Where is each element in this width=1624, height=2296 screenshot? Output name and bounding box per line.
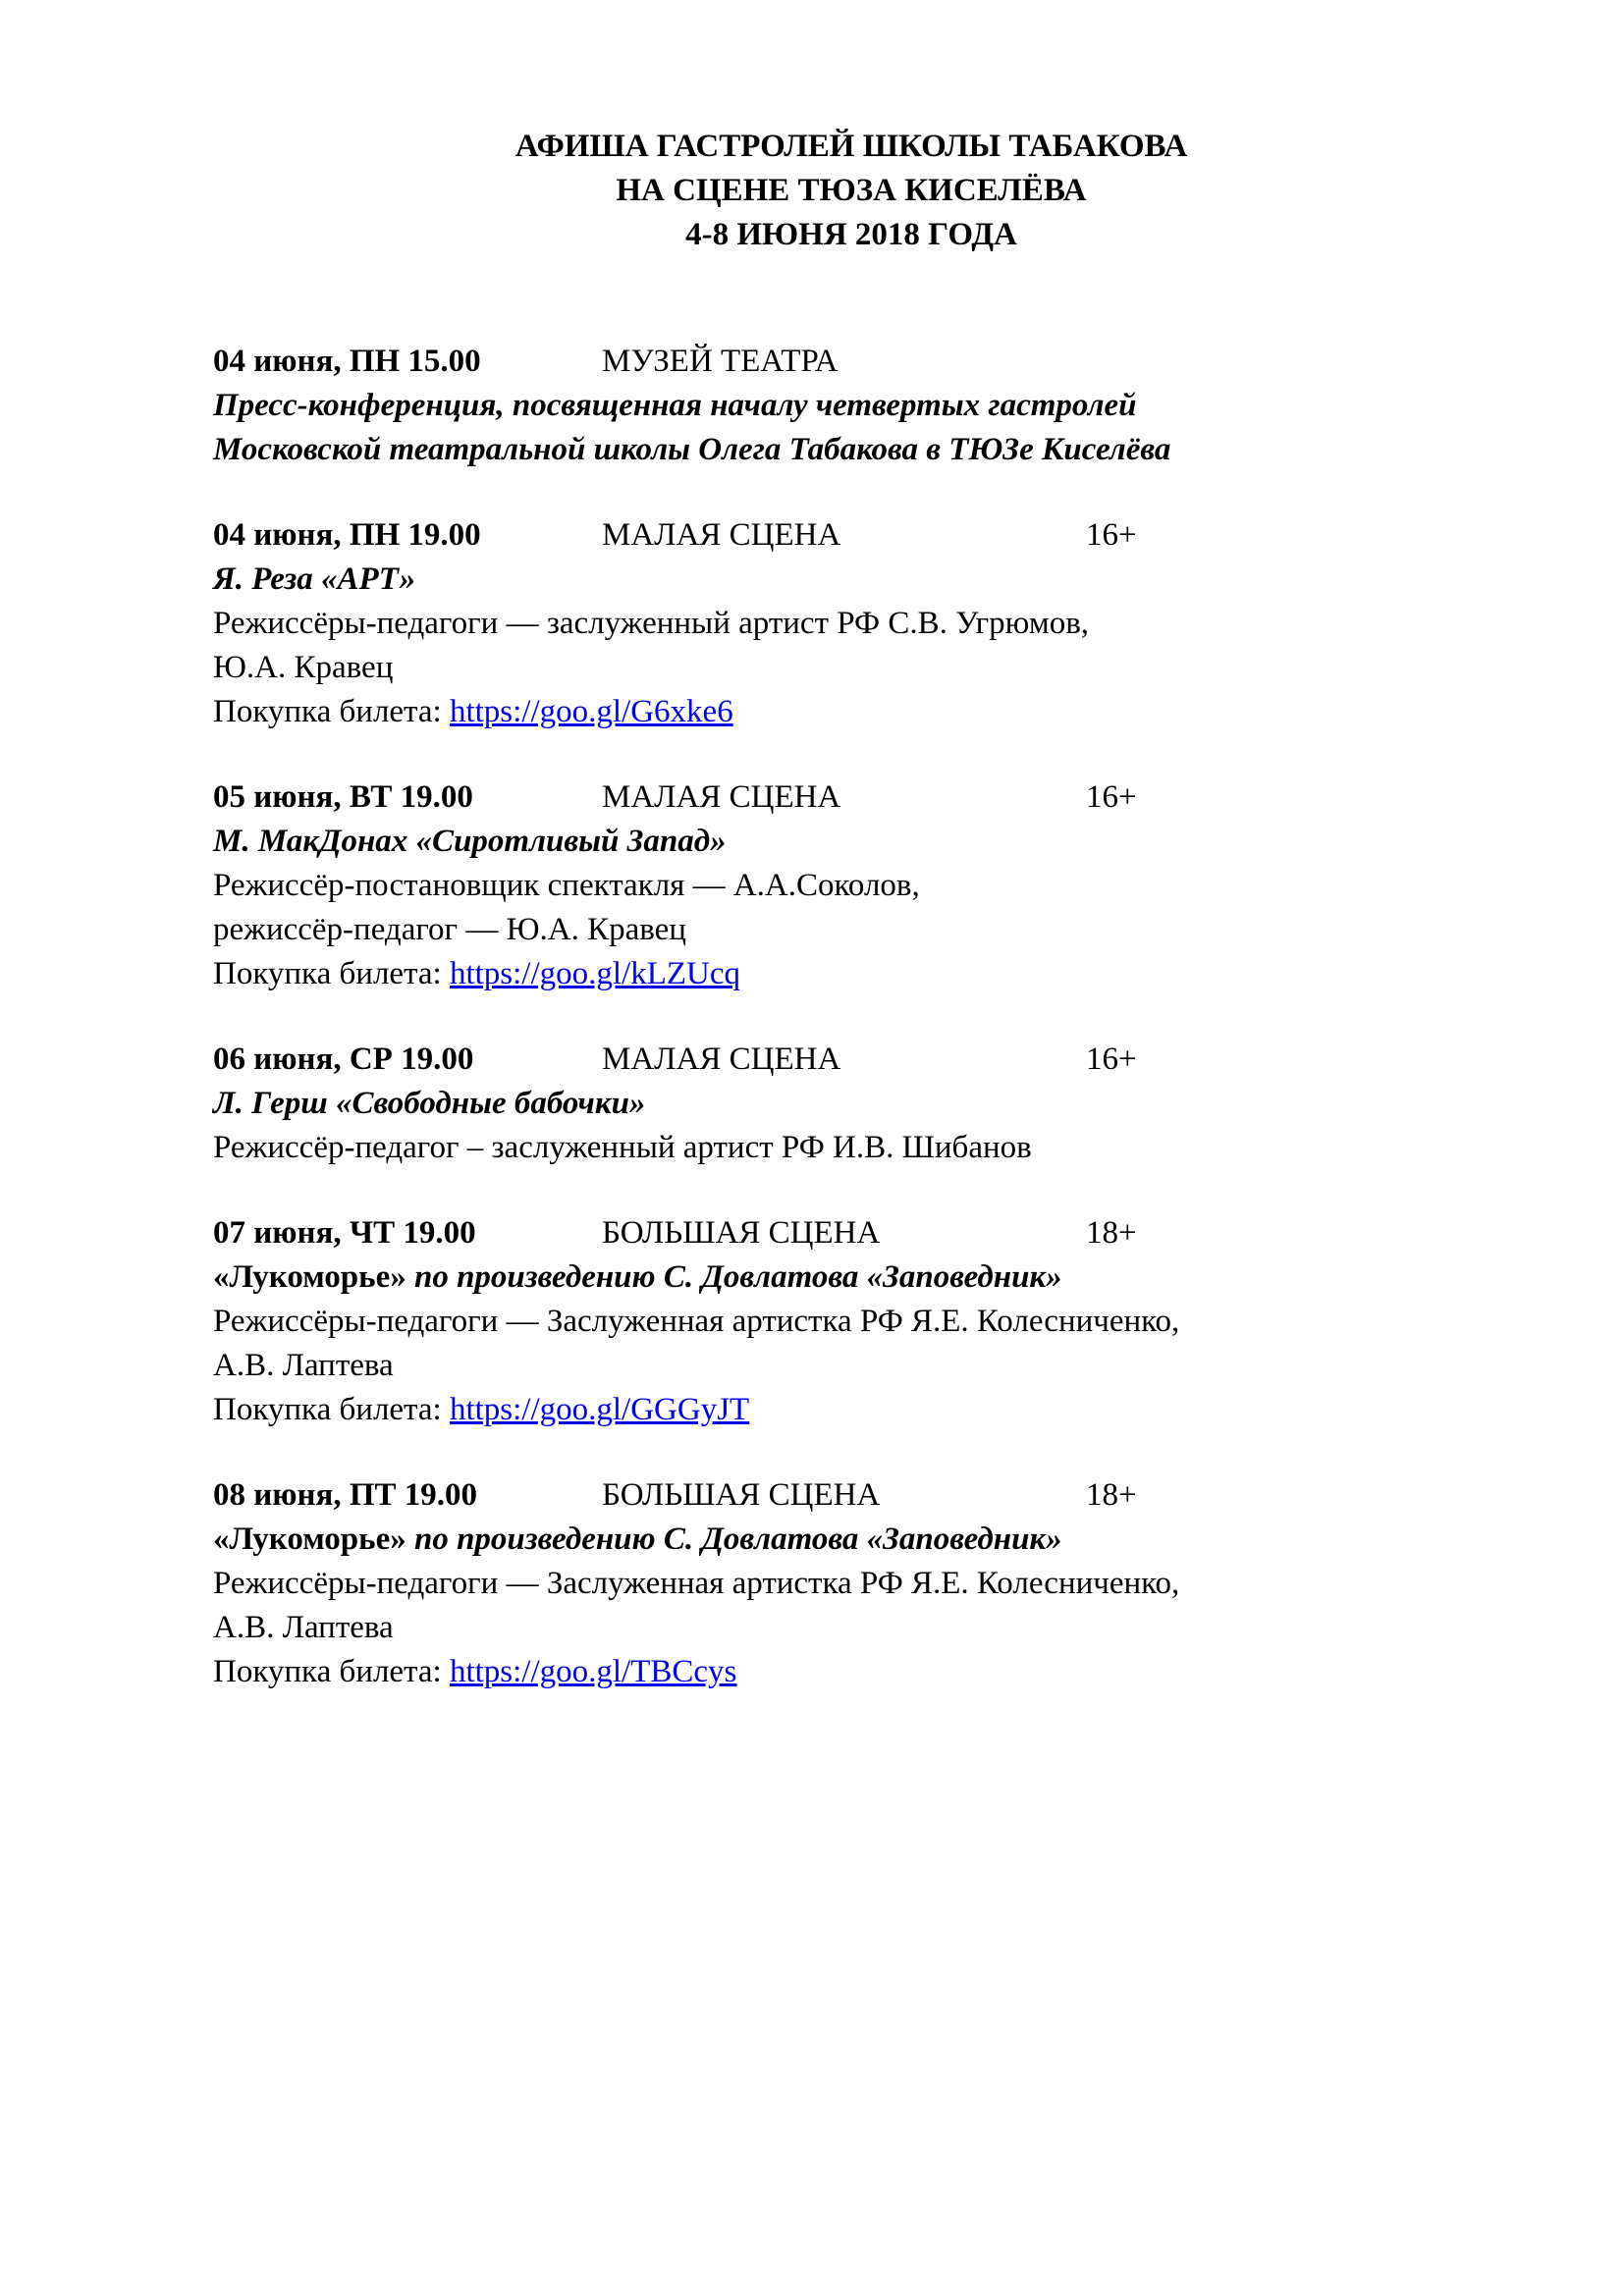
event-title: Л. Герш «Свободные бабочки» xyxy=(213,1086,646,1121)
event-header xyxy=(213,340,1450,384)
event-title-name: «Лукоморье» xyxy=(213,1259,406,1295)
age-rating: 18+ xyxy=(1086,1215,1137,1251)
event-item xyxy=(213,775,1450,996)
event-date: 04 июня, ПН 19.00 xyxy=(213,517,481,553)
event-header xyxy=(213,513,1450,558)
document-header xyxy=(0,125,1624,257)
ticket-link[interactable]: https://goo.gl/TBCcys xyxy=(449,1654,737,1689)
event-directors: Режиссёр-педагог – заслуженный артист РФ И.В. Шибанов xyxy=(213,1130,1032,1165)
age-rating: 18+ xyxy=(1086,1477,1137,1513)
event-title-name: «Лукоморье» xyxy=(213,1522,406,1557)
ticket-line xyxy=(213,1650,1450,1694)
event-venue: БОЛЬШАЯ СЦЕНА xyxy=(602,1215,881,1251)
event-directors-continued: режиссёр-педагог — Ю.А. Кравец xyxy=(213,912,686,947)
event-item xyxy=(213,1211,1450,1432)
event-directors: Режиссёры-педагоги — Заслуженная артистка РФ Я.Е. Колесниченко, xyxy=(213,1566,1180,1601)
event-title: Я. Реза «АРТ» xyxy=(213,561,416,597)
event-item xyxy=(213,340,1450,472)
header-dates: 4-8 ИЮНЯ 2018 ГОДА xyxy=(685,217,1017,252)
event-venue: МАЛАЯ СЦЕНА xyxy=(602,517,841,553)
event-directors: Режиссёры-педагоги — заслуженный артист РФ С.В. Угрюмов, xyxy=(213,606,1090,641)
age-rating: 16+ xyxy=(1086,779,1137,815)
event-title-source: по произведению С. Довлатова «Заповедник» xyxy=(406,1259,1062,1295)
ticket-line xyxy=(213,1388,1450,1432)
event-date: 06 июня, СР 19.00 xyxy=(213,1041,474,1077)
ticket-link[interactable]: https://goo.gl/G6xke6 xyxy=(449,694,733,729)
event-venue: МАЛАЯ СЦЕНА xyxy=(602,779,841,815)
event-header xyxy=(213,1038,1450,1082)
event-title-continued: Московской театральной школы Олега Табакова в ТЮЗе Киселёва xyxy=(213,432,1171,467)
ticket-link[interactable]: https://goo.gl/GGGyJT xyxy=(449,1392,750,1427)
event-directors-continued: Ю.А. Кравец xyxy=(213,650,394,685)
ticket-label: Покупка билета: xyxy=(213,1654,450,1689)
event-date: 07 июня, ЧТ 19.00 xyxy=(213,1215,476,1251)
event-item xyxy=(213,1473,1450,1694)
event-directors: Режиссёр-постановщик спектакля — А.А.Соколов, xyxy=(213,868,920,903)
event-venue: БОЛЬШАЯ СЦЕНА xyxy=(602,1477,881,1513)
ticket-link[interactable]: https://goo.gl/kLZUcq xyxy=(449,956,741,991)
age-rating: 16+ xyxy=(1086,1041,1137,1077)
event-header xyxy=(213,775,1450,820)
event-title xyxy=(213,1518,1450,1562)
ticket-label: Покупка билета: xyxy=(213,1392,450,1427)
header-title: АФИША ГАСТРОЛЕЙ ШКОЛЫ ТАБАКОВА xyxy=(514,129,1188,164)
event-item xyxy=(213,1038,1450,1170)
event-date: 08 июня, ПТ 19.00 xyxy=(213,1477,478,1513)
event-list xyxy=(213,340,1450,1735)
ticket-line xyxy=(213,952,1450,996)
header-venue: НА СЦЕНЕ ТЮЗА КИСЕЛЁВА xyxy=(616,173,1087,208)
event-title xyxy=(213,1255,1450,1300)
event-title: Пресс-конференция, посвященная началу четвертых гастролей xyxy=(213,388,1137,423)
event-title: М. МакДонах «Сиротливый Запад» xyxy=(213,824,727,859)
event-directors-continued: А.В. Лаптева xyxy=(213,1610,394,1645)
event-directors: Режиссёры-педагоги — Заслуженная артистка РФ Я.Е. Колесниченко, xyxy=(213,1304,1180,1339)
ticket-label: Покупка билета: xyxy=(213,956,450,991)
event-venue: МАЛАЯ СЦЕНА xyxy=(602,1041,841,1077)
event-header xyxy=(213,1211,1450,1255)
event-title-source: по произведению С. Довлатова «Заповедник» xyxy=(406,1522,1062,1557)
event-header xyxy=(213,1473,1450,1518)
event-item xyxy=(213,513,1450,734)
event-venue: МУЗЕЙ ТЕАТРА xyxy=(602,344,839,379)
event-date: 04 июня, ПН 15.00 xyxy=(213,344,481,379)
event-date: 05 июня, ВТ 19.00 xyxy=(213,779,473,815)
ticket-label: Покупка билета: xyxy=(213,694,450,729)
ticket-line xyxy=(213,690,1450,734)
age-rating: 16+ xyxy=(1086,517,1137,553)
event-directors-continued: А.В. Лаптева xyxy=(213,1348,394,1383)
